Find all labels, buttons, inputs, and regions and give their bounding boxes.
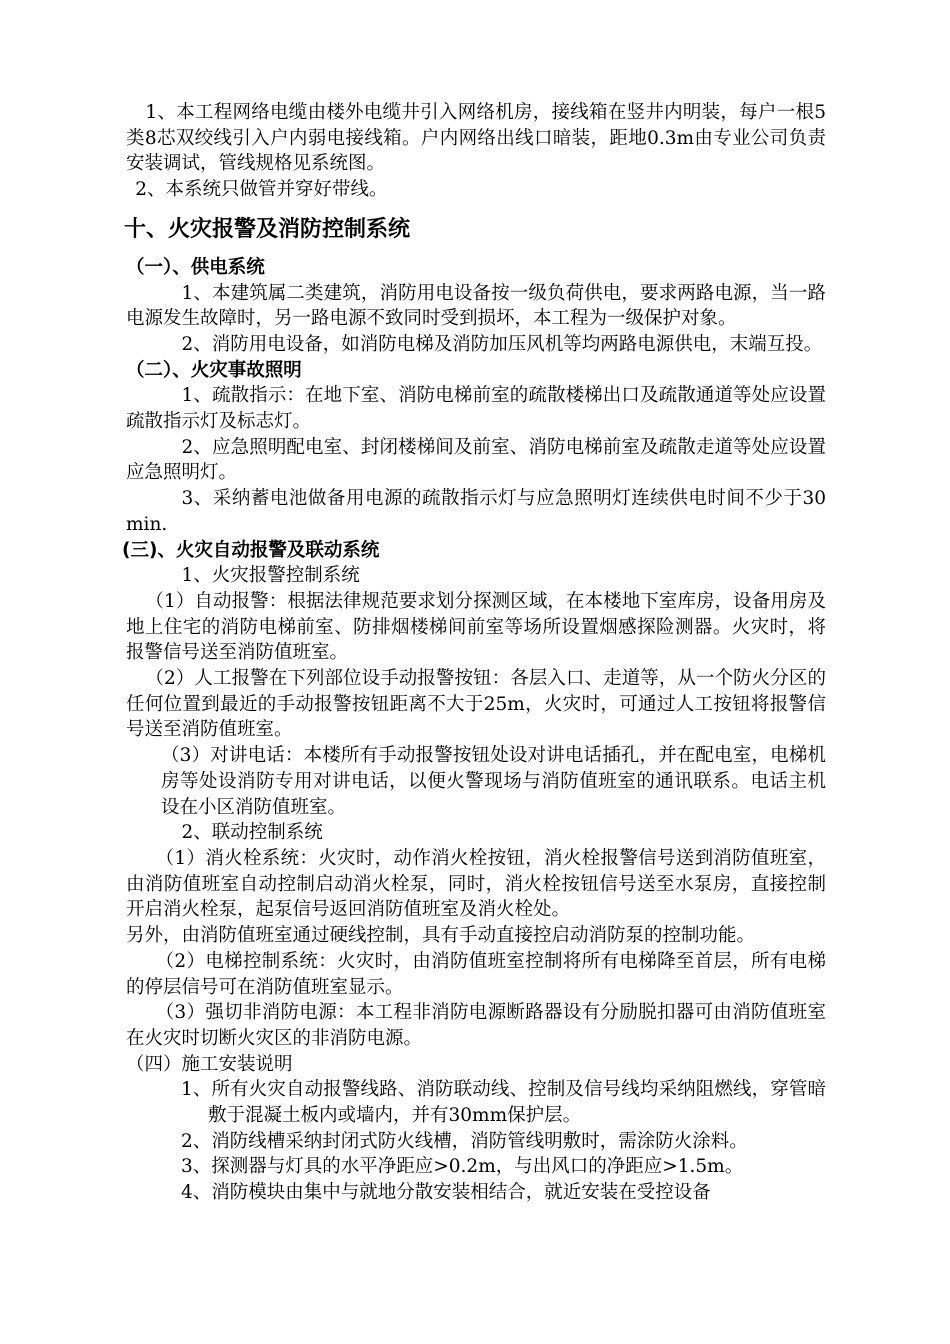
paragraph-conduit-only: 2、本系统只做管并穿好带线。 [135, 179, 388, 201]
paragraph-hardwire: 另外，由消防值班室通过硬线控制，具有手动直接控启动消防泵的控制功能。 [126, 925, 756, 947]
list-item-detector-distance: 3、探测器与灯具的水平净距应>0.2m，与出风口的净距应>1.5m。 [181, 1156, 744, 1178]
subsection-installation: （四）施工安装说明 [126, 1053, 293, 1075]
paragraph-lighting-2: 2、应急照明配电室、封闭楼梯间及前室、消防电梯前室及疏散走道等处应设置应急照明灯。 [126, 436, 826, 484]
paragraph-power-2: 2、消防用电设备，如消防电梯及消防加压风机等均两路电源供电，末端互投。 [181, 333, 823, 355]
paragraph-lighting-3: 3、采纳蓄电池做备用电源的疏散指示灯与应急照明灯连续供电时间不少于30min. [126, 488, 826, 535]
paragraph-intercom: （3）对讲电话：本楼所有手动报警按钮处设对讲电话插孔，并在配电室，电梯机房等处设消防专用对讲电话，以便火警现场与消防值班室的通讯联系。电话主机设在小区消防值班室。 [161, 745, 826, 818]
paragraph-auto-alarm: （1）自动报警：根据法律规范要求划分探测区域，在本楼地下室库房，设备用房及地上住宅的消防电梯前室、防排烟楼梯间前室等场所设置烟感探险测器。火灾时，将报警信号送至消防值班室。 [126, 590, 826, 664]
section-title-fire-alarm: 十、火灾报警及消防控制系统 [124, 216, 411, 242]
list-item-wiring: 1、所有火灾自动报警线路、消防联动线、控制及信号线均采纳阻燃线，穿管暗敷于混凝土板内或墙内，并有30mm保护层。 [181, 1079, 826, 1127]
paragraph-lighting-1: 1、疏散指示：在地下室、消防电梯前室的疏散楼梯出口及疏散通道等处应设置疏散指示灯及标志灯。 [126, 385, 826, 433]
paragraph-network-cable: 1、本工程网络电缆由楼外电缆井引入网络机房，接线箱在竖井内明装，每户一根5类8芯双绞线引入户内弱电接线箱。户内网络出线口暗装，距地0.3m由专业公司负责安装调试，管线规格见系统图。 [126, 102, 826, 175]
paragraph-power-1: 1、本建筑属二类建筑，消防用电设备按一级负荷供电，要求两路电源，当一路电源发生故障时，另一路电源不致同时受到损坏，本工程为一级保护对象。 [126, 282, 826, 330]
list-item-modules: 4、消防模块由集中与就地分散安装相结合，就近安装在受控设备 [181, 1182, 711, 1204]
subsection-auto-alarm: (三)、火灾自动报警及联动系统 [122, 539, 380, 561]
paragraph-elevator: （2）电梯控制系统：火灾时，由消防值班室控制将所有电梯降至首层，所有电梯的停层信号可在消防值班室显示。 [126, 950, 826, 998]
heading-linkage-control: 2、联动控制系统 [181, 822, 323, 844]
document-page [122, 100, 826, 1206]
paragraph-manual-alarm: （2）人工报警在下列部位设手动报警按钮：各层入口、走道等，从一个防火分区的任何位置到最近的手动报警按钮距离不大于25m，火灾时，可通过人工按钮将报警信号送至消防值班室。 [126, 668, 826, 741]
list-item-trunking: 2、消防线槽采纳封闭式防火线槽，消防管线明敷时，需涂防火涂料。 [181, 1130, 748, 1152]
paragraph-cutoff: （3）强切非消防电源：本工程非消防电源断路器设有分励脱扣器可由消防值班室在火灾时切断火灾区的非消防电源。 [126, 1002, 826, 1049]
subsection-emergency-lighting: （二）、火灾事故照明 [126, 359, 302, 381]
subsection-power-supply: （一）、供电系统 [126, 256, 265, 278]
paragraph-hydrant: （1）消火栓系统：火灾时，动作消火栓按钮，消火栓报警信号送到消防值班室，由消防值班室自动控制启动消火栓泵，同时，消火栓按钮信号送至水泵房，直接控制开启消火栓泵，起泵信号返回消防值班室及消火栓处。 [126, 847, 826, 921]
heading-alarm-control: 1、火灾报警控制系统 [181, 565, 360, 587]
